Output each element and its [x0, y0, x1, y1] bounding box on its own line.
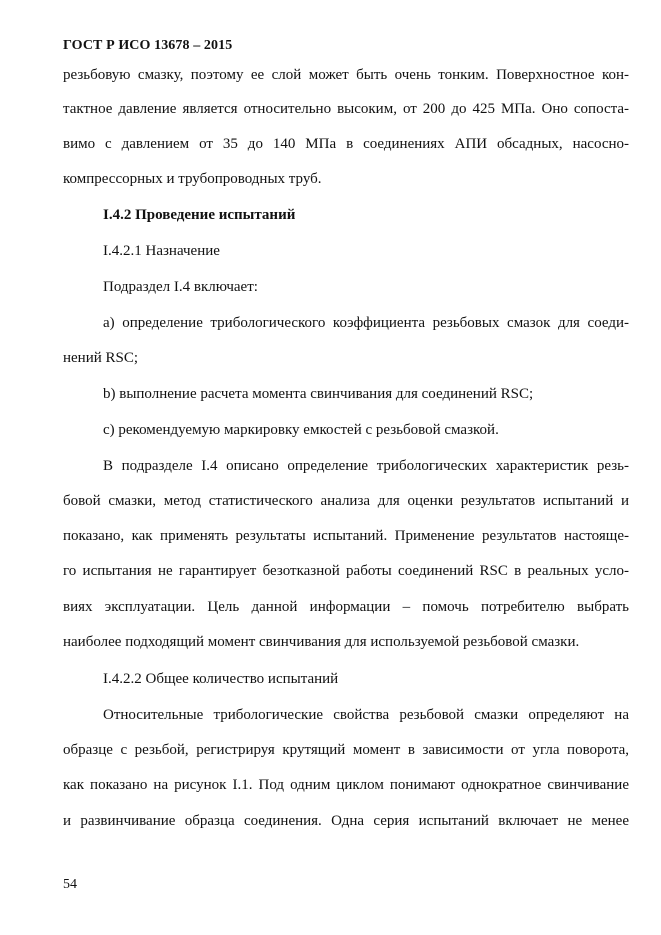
text-line: как показано на рисунок I.1. Под одним циклом понимают однократное свинчивание: [63, 777, 629, 793]
list-item-a-continuation: нений RSC;: [63, 350, 139, 366]
list-item-b: b) выполнение расчета момента свинчивания для соединений RSC;: [103, 386, 534, 402]
text-line: показано, как применять результаты испытаний. Применение результатов настояще-: [63, 528, 629, 544]
text-line: и развинчивание образца соединения. Одна серия испытаний включает не менее: [63, 813, 629, 829]
text-line: го испытания не гарантирует безотказной работы соединений RSC в реальных усло-: [63, 563, 629, 579]
text-line: В подразделе I.4 описано определение трибологических характеристик резь-: [103, 458, 629, 474]
text-line: тактное давление является относительно высоким, от 200 до 425 МПа. Оно сопоста-: [63, 101, 629, 117]
text-line: бовой смазки, метод статистического анализа для оценки результатов испытаний и: [63, 493, 629, 509]
text-line: Подраздел I.4 включает:: [103, 279, 258, 295]
document-header: ГОСТ Р ИСО 13678 – 2015: [63, 38, 233, 53]
section-heading: I.4.2 Проведение испытаний: [103, 207, 296, 223]
list-item-a: a) определение трибологического коэффициента резьбовых смазок для соеди-: [103, 315, 629, 331]
text-line: Относительные трибологические свойства резьбовой смазки определяют на: [103, 707, 629, 723]
page-number: 54: [63, 877, 77, 892]
text-line: образце с резьбой, регистрируя крутящий момент в зависимости от угла поворота,: [63, 742, 629, 758]
text-line: компрессорных и трубопроводных труб.: [63, 171, 322, 187]
subsection-heading: I.4.2.1 Назначение: [103, 243, 220, 259]
list-item-c: c) рекомендуемую маркировку емкостей с резьбовой смазкой.: [103, 422, 499, 438]
text-line: резьбовую смазку, поэтому ее слой может быть очень тонким. Поверхностное кон-: [63, 67, 629, 83]
text-line: вимо с давлением от 35 до 140 МПа в соединениях АПИ обсадных, насосно-: [63, 136, 629, 152]
text-line: виях эксплуатации. Цель данной информации – помочь потребителю выбрать: [63, 599, 629, 615]
subsection-heading: I.4.2.2 Общее количество испытаний: [103, 671, 339, 687]
text-line: наиболее подходящий момент свинчивания для используемой резьбовой смазки.: [63, 634, 580, 650]
